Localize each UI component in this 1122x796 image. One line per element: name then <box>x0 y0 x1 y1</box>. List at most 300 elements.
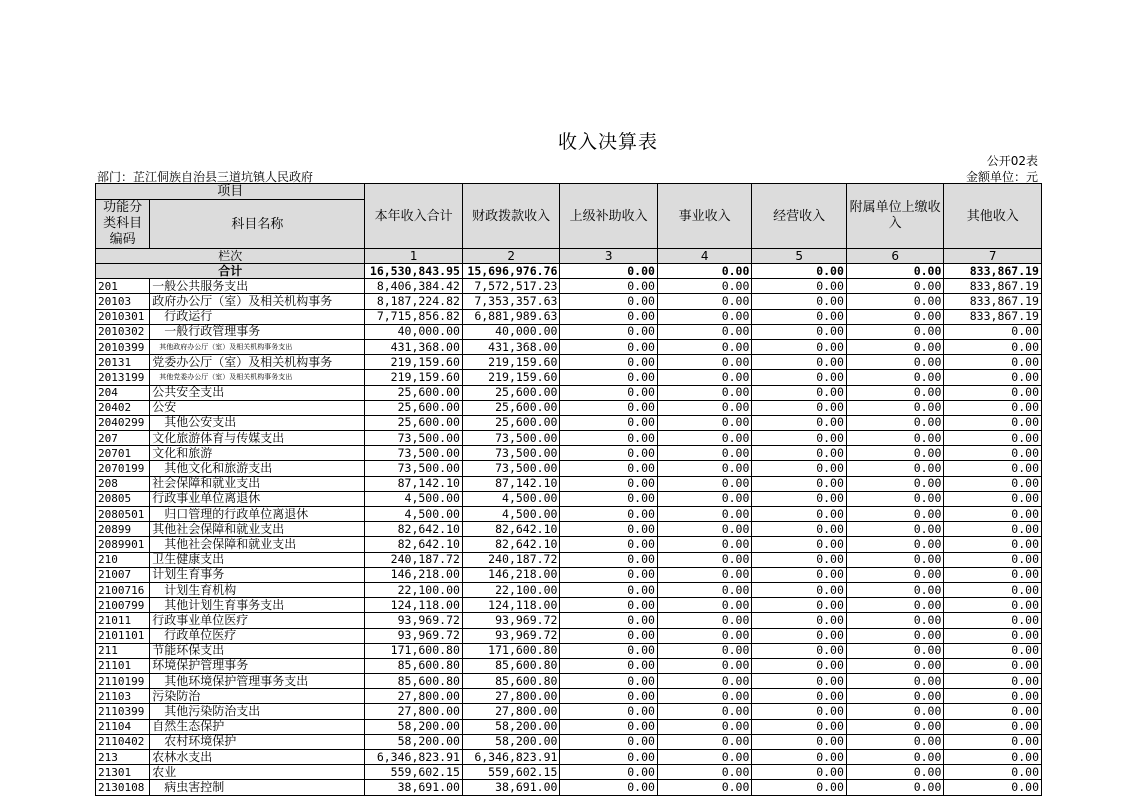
table-row <box>96 643 1042 658</box>
amount-cell: 0.00 <box>944 674 1042 689</box>
amount-cell: 0.00 <box>752 279 846 294</box>
subject-name: 其他计划生育事务支出 <box>150 598 365 613</box>
amount-cell: 0.00 <box>560 415 658 430</box>
amount-cell: 7,715,856.82 <box>365 309 463 324</box>
total-row <box>96 264 1042 279</box>
amount-cell: 0.00 <box>944 689 1042 704</box>
table-row <box>96 765 1042 780</box>
amount-cell: 0.00 <box>846 567 944 582</box>
amount-cell: 0.00 <box>846 643 944 658</box>
amount-cell: 0.00 <box>752 689 846 704</box>
subject-name: 公共安全支出 <box>150 385 365 400</box>
subject-code: 2010301 <box>96 309 150 324</box>
subject-name: 其他社会保障和就业支出 <box>150 522 365 537</box>
amount-cell: 0.00 <box>752 780 846 795</box>
total-cell: 0.00 <box>846 264 944 279</box>
amount-cell: 0.00 <box>846 324 944 339</box>
amount-cell: 0.00 <box>944 613 1042 628</box>
amount-cell: 0.00 <box>752 507 846 522</box>
header-code: 功能分类科目编码 <box>96 200 150 249</box>
amount-cell: 87,142.10 <box>365 476 463 491</box>
amount-cell: 0.00 <box>657 294 751 309</box>
amount-cell: 0.00 <box>752 355 846 370</box>
subject-code: 2013199 <box>96 370 150 385</box>
index-num: 5 <box>752 249 846 264</box>
amount-cell: 58,200.00 <box>462 734 560 749</box>
amount-cell: 0.00 <box>657 355 751 370</box>
amount-cell: 0.00 <box>657 719 751 734</box>
amount-cell: 25,600.00 <box>365 415 463 430</box>
amount-cell: 0.00 <box>560 476 658 491</box>
subject-name: 一般公共服务支出 <box>150 279 365 294</box>
subject-name: 农村环境保护 <box>150 734 365 749</box>
subject-code: 2080501 <box>96 507 150 522</box>
amount-cell: 4,500.00 <box>462 491 560 506</box>
amount-cell: 58,200.00 <box>462 719 560 734</box>
total-cell: 15,696,976.76 <box>462 264 560 279</box>
amount-cell: 219,159.60 <box>365 370 463 385</box>
subject-code: 2100799 <box>96 598 150 613</box>
amount-cell: 0.00 <box>846 750 944 765</box>
subject-name: 党委办公厅（室）及相关机构事务 <box>150 355 365 370</box>
table-row <box>96 567 1042 582</box>
amount-cell: 93,969.72 <box>462 628 560 643</box>
amount-cell: 82,642.10 <box>365 522 463 537</box>
amount-cell: 124,118.00 <box>365 598 463 613</box>
form-number: 公开02表 <box>986 154 1038 168</box>
amount-cell: 0.00 <box>657 507 751 522</box>
amount-cell: 0.00 <box>752 446 846 461</box>
amount-cell: 0.00 <box>944 476 1042 491</box>
amount-cell: 0.00 <box>944 765 1042 780</box>
amount-cell: 0.00 <box>846 552 944 567</box>
amount-cell: 559,602.15 <box>365 765 463 780</box>
amount-cell: 0.00 <box>560 461 658 476</box>
amount-cell: 0.00 <box>560 598 658 613</box>
table-row <box>96 704 1042 719</box>
amount-cell: 0.00 <box>752 734 846 749</box>
total-cell: 16,530,843.95 <box>365 264 463 279</box>
amount-cell: 0.00 <box>752 628 846 643</box>
amount-cell: 93,969.72 <box>462 613 560 628</box>
amount-cell: 0.00 <box>752 658 846 673</box>
amount-cell: 0.00 <box>944 567 1042 582</box>
amount-cell: 25,600.00 <box>365 400 463 415</box>
subject-name: 其他环境保护管理事务支出 <box>150 674 365 689</box>
subject-code: 20103 <box>96 294 150 309</box>
amount-cell: 4,500.00 <box>365 507 463 522</box>
subject-name: 其他政府办公厅（室）及相关机构事务支出 <box>150 339 365 354</box>
subject-name: 农业 <box>150 765 365 780</box>
income-table <box>95 183 1042 796</box>
amount-cell: 0.00 <box>657 734 751 749</box>
amount-cell: 0.00 <box>657 628 751 643</box>
table-row <box>96 507 1042 522</box>
amount-cell: 0.00 <box>560 658 658 673</box>
amount-cell: 82,642.10 <box>462 537 560 552</box>
subject-code: 20899 <box>96 522 150 537</box>
amount-cell: 0.00 <box>752 522 846 537</box>
amount-cell: 0.00 <box>944 719 1042 734</box>
subject-code: 21007 <box>96 567 150 582</box>
amount-cell: 0.00 <box>846 279 944 294</box>
header-col1: 本年收入合计 <box>365 184 463 249</box>
amount-cell: 0.00 <box>944 446 1042 461</box>
subject-name: 节能环保支出 <box>150 643 365 658</box>
amount-cell: 0.00 <box>657 582 751 597</box>
amount-cell: 0.00 <box>752 750 846 765</box>
amount-cell: 0.00 <box>657 431 751 446</box>
amount-cell: 0.00 <box>560 309 658 324</box>
amount-cell: 0.00 <box>752 643 846 658</box>
amount-cell: 8,406,384.42 <box>365 279 463 294</box>
amount-cell: 0.00 <box>657 309 751 324</box>
table-row <box>96 324 1042 339</box>
amount-cell: 833,867.19 <box>944 279 1042 294</box>
amount-cell: 0.00 <box>657 704 751 719</box>
amount-cell: 0.00 <box>657 279 751 294</box>
table-row <box>96 674 1042 689</box>
amount-cell: 25,600.00 <box>365 385 463 400</box>
amount-cell: 27,800.00 <box>462 704 560 719</box>
table-row <box>96 355 1042 370</box>
amount-cell: 25,600.00 <box>462 400 560 415</box>
subject-name: 公安 <box>150 400 365 415</box>
amount-cell: 0.00 <box>846 400 944 415</box>
index-num: 6 <box>846 249 944 264</box>
amount-cell: 0.00 <box>752 415 846 430</box>
amount-cell: 0.00 <box>657 643 751 658</box>
total-cell: 0.00 <box>560 264 658 279</box>
subject-name: 其他文化和旅游支出 <box>150 461 365 476</box>
subject-code: 204 <box>96 385 150 400</box>
amount-cell: 0.00 <box>846 628 944 643</box>
amount-cell: 0.00 <box>944 522 1042 537</box>
subject-code: 21104 <box>96 719 150 734</box>
amount-cell: 0.00 <box>560 582 658 597</box>
subject-code: 210 <box>96 552 150 567</box>
amount-cell: 0.00 <box>560 643 658 658</box>
amount-cell: 0.00 <box>560 279 658 294</box>
amount-cell: 73,500.00 <box>462 461 560 476</box>
amount-cell: 27,800.00 <box>462 689 560 704</box>
header-name: 科目名称 <box>150 200 365 249</box>
subject-name: 一般行政管理事务 <box>150 324 365 339</box>
amount-cell: 0.00 <box>560 689 658 704</box>
amount-cell: 40,000.00 <box>365 324 463 339</box>
amount-cell: 0.00 <box>944 339 1042 354</box>
subject-code: 2010399 <box>96 339 150 354</box>
subject-code: 21103 <box>96 689 150 704</box>
amount-cell: 0.00 <box>846 431 944 446</box>
table-row <box>96 734 1042 749</box>
subject-code: 20131 <box>96 355 150 370</box>
amount-cell: 0.00 <box>657 446 751 461</box>
amount-cell: 219,159.60 <box>462 370 560 385</box>
amount-cell: 73,500.00 <box>365 461 463 476</box>
amount-cell: 0.00 <box>752 400 846 415</box>
subject-name: 政府办公厅（室）及相关机构事务 <box>150 294 365 309</box>
amount-cell: 0.00 <box>752 613 846 628</box>
amount-cell: 0.00 <box>846 704 944 719</box>
amount-cell: 0.00 <box>846 780 944 795</box>
table-row <box>96 689 1042 704</box>
subject-name: 文化和旅游 <box>150 446 365 461</box>
subject-code: 2110402 <box>96 734 150 749</box>
amount-cell: 0.00 <box>944 750 1042 765</box>
subject-name: 行政单位医疗 <box>150 628 365 643</box>
amount-cell: 25,600.00 <box>462 385 560 400</box>
amount-cell: 0.00 <box>846 446 944 461</box>
amount-cell: 171,600.80 <box>365 643 463 658</box>
amount-cell: 0.00 <box>752 324 846 339</box>
table-row <box>96 582 1042 597</box>
amount-cell: 0.00 <box>657 537 751 552</box>
amount-cell: 0.00 <box>560 324 658 339</box>
amount-cell: 0.00 <box>560 734 658 749</box>
department-label: 部门：芷江侗族自治县三道坑镇人民政府 <box>97 170 314 184</box>
amount-cell: 0.00 <box>657 689 751 704</box>
table-row <box>96 476 1042 491</box>
amount-cell: 22,100.00 <box>462 582 560 597</box>
table-row <box>96 415 1042 430</box>
amount-cell: 7,353,357.63 <box>462 294 560 309</box>
amount-cell: 0.00 <box>752 567 846 582</box>
amount-cell: 27,800.00 <box>365 689 463 704</box>
amount-cell: 0.00 <box>560 446 658 461</box>
header-col3: 上级补助收入 <box>560 184 658 249</box>
header-col6: 附属单位上缴收入 <box>846 184 944 249</box>
amount-cell: 58,200.00 <box>365 734 463 749</box>
amount-cell: 0.00 <box>657 765 751 780</box>
subject-name: 行政事业单位医疗 <box>150 613 365 628</box>
amount-cell: 0.00 <box>846 658 944 673</box>
amount-cell: 0.00 <box>752 370 846 385</box>
table-row <box>96 446 1042 461</box>
amount-cell: 0.00 <box>752 385 846 400</box>
subject-name: 污染防治 <box>150 689 365 704</box>
subject-name: 文化旅游体育与传媒支出 <box>150 431 365 446</box>
subject-code: 20805 <box>96 491 150 506</box>
amount-cell: 0.00 <box>560 613 658 628</box>
subject-code: 207 <box>96 431 150 446</box>
amount-cell: 0.00 <box>944 598 1042 613</box>
amount-unit-label: 金额单位：元 <box>965 170 1038 184</box>
subject-name: 其他污染防治支出 <box>150 704 365 719</box>
amount-cell: 240,187.72 <box>365 552 463 567</box>
subject-code: 2110199 <box>96 674 150 689</box>
amount-cell: 0.00 <box>944 552 1042 567</box>
amount-cell: 0.00 <box>944 431 1042 446</box>
subject-code: 2130108 <box>96 780 150 795</box>
amount-cell: 0.00 <box>944 400 1042 415</box>
amount-cell: 38,691.00 <box>462 780 560 795</box>
subject-code: 2070199 <box>96 461 150 476</box>
table-row <box>96 522 1042 537</box>
amount-cell: 0.00 <box>944 491 1042 506</box>
amount-cell: 0.00 <box>657 552 751 567</box>
total-label: 合计 <box>96 264 365 279</box>
table-row <box>96 385 1042 400</box>
amount-cell: 0.00 <box>657 461 751 476</box>
subject-name: 社会保障和就业支出 <box>150 476 365 491</box>
amount-cell: 0.00 <box>657 476 751 491</box>
amount-cell: 0.00 <box>846 613 944 628</box>
amount-cell: 0.00 <box>846 582 944 597</box>
amount-cell: 0.00 <box>657 415 751 430</box>
subject-code: 21011 <box>96 613 150 628</box>
amount-cell: 0.00 <box>944 704 1042 719</box>
amount-cell: 0.00 <box>560 385 658 400</box>
subject-name: 卫生健康支出 <box>150 552 365 567</box>
amount-cell: 0.00 <box>752 461 846 476</box>
amount-cell: 93,969.72 <box>365 613 463 628</box>
amount-cell: 0.00 <box>752 309 846 324</box>
amount-cell: 146,218.00 <box>462 567 560 582</box>
header-col4: 事业收入 <box>657 184 751 249</box>
amount-cell: 0.00 <box>752 431 846 446</box>
amount-cell: 431,368.00 <box>365 339 463 354</box>
amount-cell: 0.00 <box>560 628 658 643</box>
subject-name: 病虫害控制 <box>150 780 365 795</box>
amount-cell: 0.00 <box>560 719 658 734</box>
subject-code: 21301 <box>96 765 150 780</box>
amount-cell: 85,600.80 <box>365 658 463 673</box>
amount-cell: 219,159.60 <box>462 355 560 370</box>
amount-cell: 6,881,989.63 <box>462 309 560 324</box>
table-row <box>96 370 1042 385</box>
subject-name: 农林水支出 <box>150 750 365 765</box>
table-row <box>96 431 1042 446</box>
index-num: 1 <box>365 249 463 264</box>
header-col7: 其他收入 <box>944 184 1042 249</box>
amount-cell: 0.00 <box>657 750 751 765</box>
amount-cell: 833,867.19 <box>944 309 1042 324</box>
subject-code: 2100716 <box>96 582 150 597</box>
subject-name: 归口管理的行政单位离退休 <box>150 507 365 522</box>
table-row <box>96 628 1042 643</box>
subject-name: 环境保护管理事务 <box>150 658 365 673</box>
subject-code: 201 <box>96 279 150 294</box>
amount-cell: 0.00 <box>752 704 846 719</box>
amount-cell: 0.00 <box>846 339 944 354</box>
amount-cell: 0.00 <box>657 370 751 385</box>
amount-cell: 0.00 <box>560 704 658 719</box>
amount-cell: 0.00 <box>846 719 944 734</box>
subject-code: 2101101 <box>96 628 150 643</box>
table-row <box>96 598 1042 613</box>
amount-cell: 0.00 <box>560 355 658 370</box>
amount-cell: 0.00 <box>944 415 1042 430</box>
amount-cell: 85,600.80 <box>462 658 560 673</box>
amount-cell: 73,500.00 <box>365 431 463 446</box>
amount-cell: 0.00 <box>846 598 944 613</box>
table-row <box>96 309 1042 324</box>
page-title: 收入决算表 <box>557 131 658 153</box>
subject-code: 2010302 <box>96 324 150 339</box>
amount-cell: 0.00 <box>944 780 1042 795</box>
subject-code: 2089901 <box>96 537 150 552</box>
amount-cell: 833,867.19 <box>944 294 1042 309</box>
amount-cell: 0.00 <box>560 567 658 582</box>
amount-cell: 559,602.15 <box>462 765 560 780</box>
amount-cell: 0.00 <box>560 750 658 765</box>
index-row-label: 栏次 <box>96 249 365 264</box>
amount-cell: 0.00 <box>944 537 1042 552</box>
amount-cell: 0.00 <box>657 324 751 339</box>
subject-name: 自然生态保护 <box>150 719 365 734</box>
amount-cell: 25,600.00 <box>462 415 560 430</box>
amount-cell: 0.00 <box>944 324 1042 339</box>
amount-cell: 0.00 <box>560 537 658 552</box>
amount-cell: 0.00 <box>657 674 751 689</box>
amount-cell: 7,572,517.23 <box>462 279 560 294</box>
subject-code: 2040299 <box>96 415 150 430</box>
amount-cell: 0.00 <box>846 309 944 324</box>
amount-cell: 0.00 <box>846 385 944 400</box>
amount-cell: 0.00 <box>846 537 944 552</box>
table-row <box>96 750 1042 765</box>
amount-cell: 58,200.00 <box>365 719 463 734</box>
amount-cell: 0.00 <box>560 339 658 354</box>
header-col5: 经营收入 <box>752 184 846 249</box>
table-row <box>96 294 1042 309</box>
amount-cell: 0.00 <box>560 431 658 446</box>
amount-cell: 0.00 <box>657 658 751 673</box>
amount-cell: 0.00 <box>752 537 846 552</box>
table-row <box>96 537 1042 552</box>
amount-cell: 0.00 <box>944 507 1042 522</box>
subject-code: 211 <box>96 643 150 658</box>
header-item: 项目 <box>96 184 365 200</box>
index-num: 2 <box>462 249 560 264</box>
amount-cell: 82,642.10 <box>365 537 463 552</box>
amount-cell: 6,346,823.91 <box>462 750 560 765</box>
table-row <box>96 279 1042 294</box>
amount-cell: 0.00 <box>944 370 1042 385</box>
amount-cell: 73,500.00 <box>462 446 560 461</box>
amount-cell: 6,346,823.91 <box>365 750 463 765</box>
amount-cell: 0.00 <box>560 780 658 795</box>
table-row <box>96 491 1042 506</box>
amount-cell: 0.00 <box>944 461 1042 476</box>
subject-name: 计划生育机构 <box>150 582 365 597</box>
amount-cell: 4,500.00 <box>462 507 560 522</box>
amount-cell: 0.00 <box>846 461 944 476</box>
amount-cell: 0.00 <box>846 765 944 780</box>
amount-cell: 124,118.00 <box>462 598 560 613</box>
amount-cell: 0.00 <box>944 582 1042 597</box>
amount-cell: 73,500.00 <box>462 431 560 446</box>
amount-cell: 0.00 <box>657 567 751 582</box>
subject-name: 其他社会保障和就业支出 <box>150 537 365 552</box>
amount-cell: 0.00 <box>752 476 846 491</box>
amount-cell: 0.00 <box>560 294 658 309</box>
amount-cell: 40,000.00 <box>462 324 560 339</box>
index-num: 7 <box>944 249 1042 264</box>
subject-name: 计划生育事务 <box>150 567 365 582</box>
index-num: 3 <box>560 249 658 264</box>
index-num: 4 <box>657 249 751 264</box>
amount-cell: 87,142.10 <box>462 476 560 491</box>
amount-cell: 38,691.00 <box>365 780 463 795</box>
amount-cell: 0.00 <box>657 400 751 415</box>
amount-cell: 0.00 <box>846 689 944 704</box>
amount-cell: 0.00 <box>944 643 1042 658</box>
table-row <box>96 719 1042 734</box>
amount-cell: 0.00 <box>560 507 658 522</box>
total-cell: 0.00 <box>752 264 846 279</box>
